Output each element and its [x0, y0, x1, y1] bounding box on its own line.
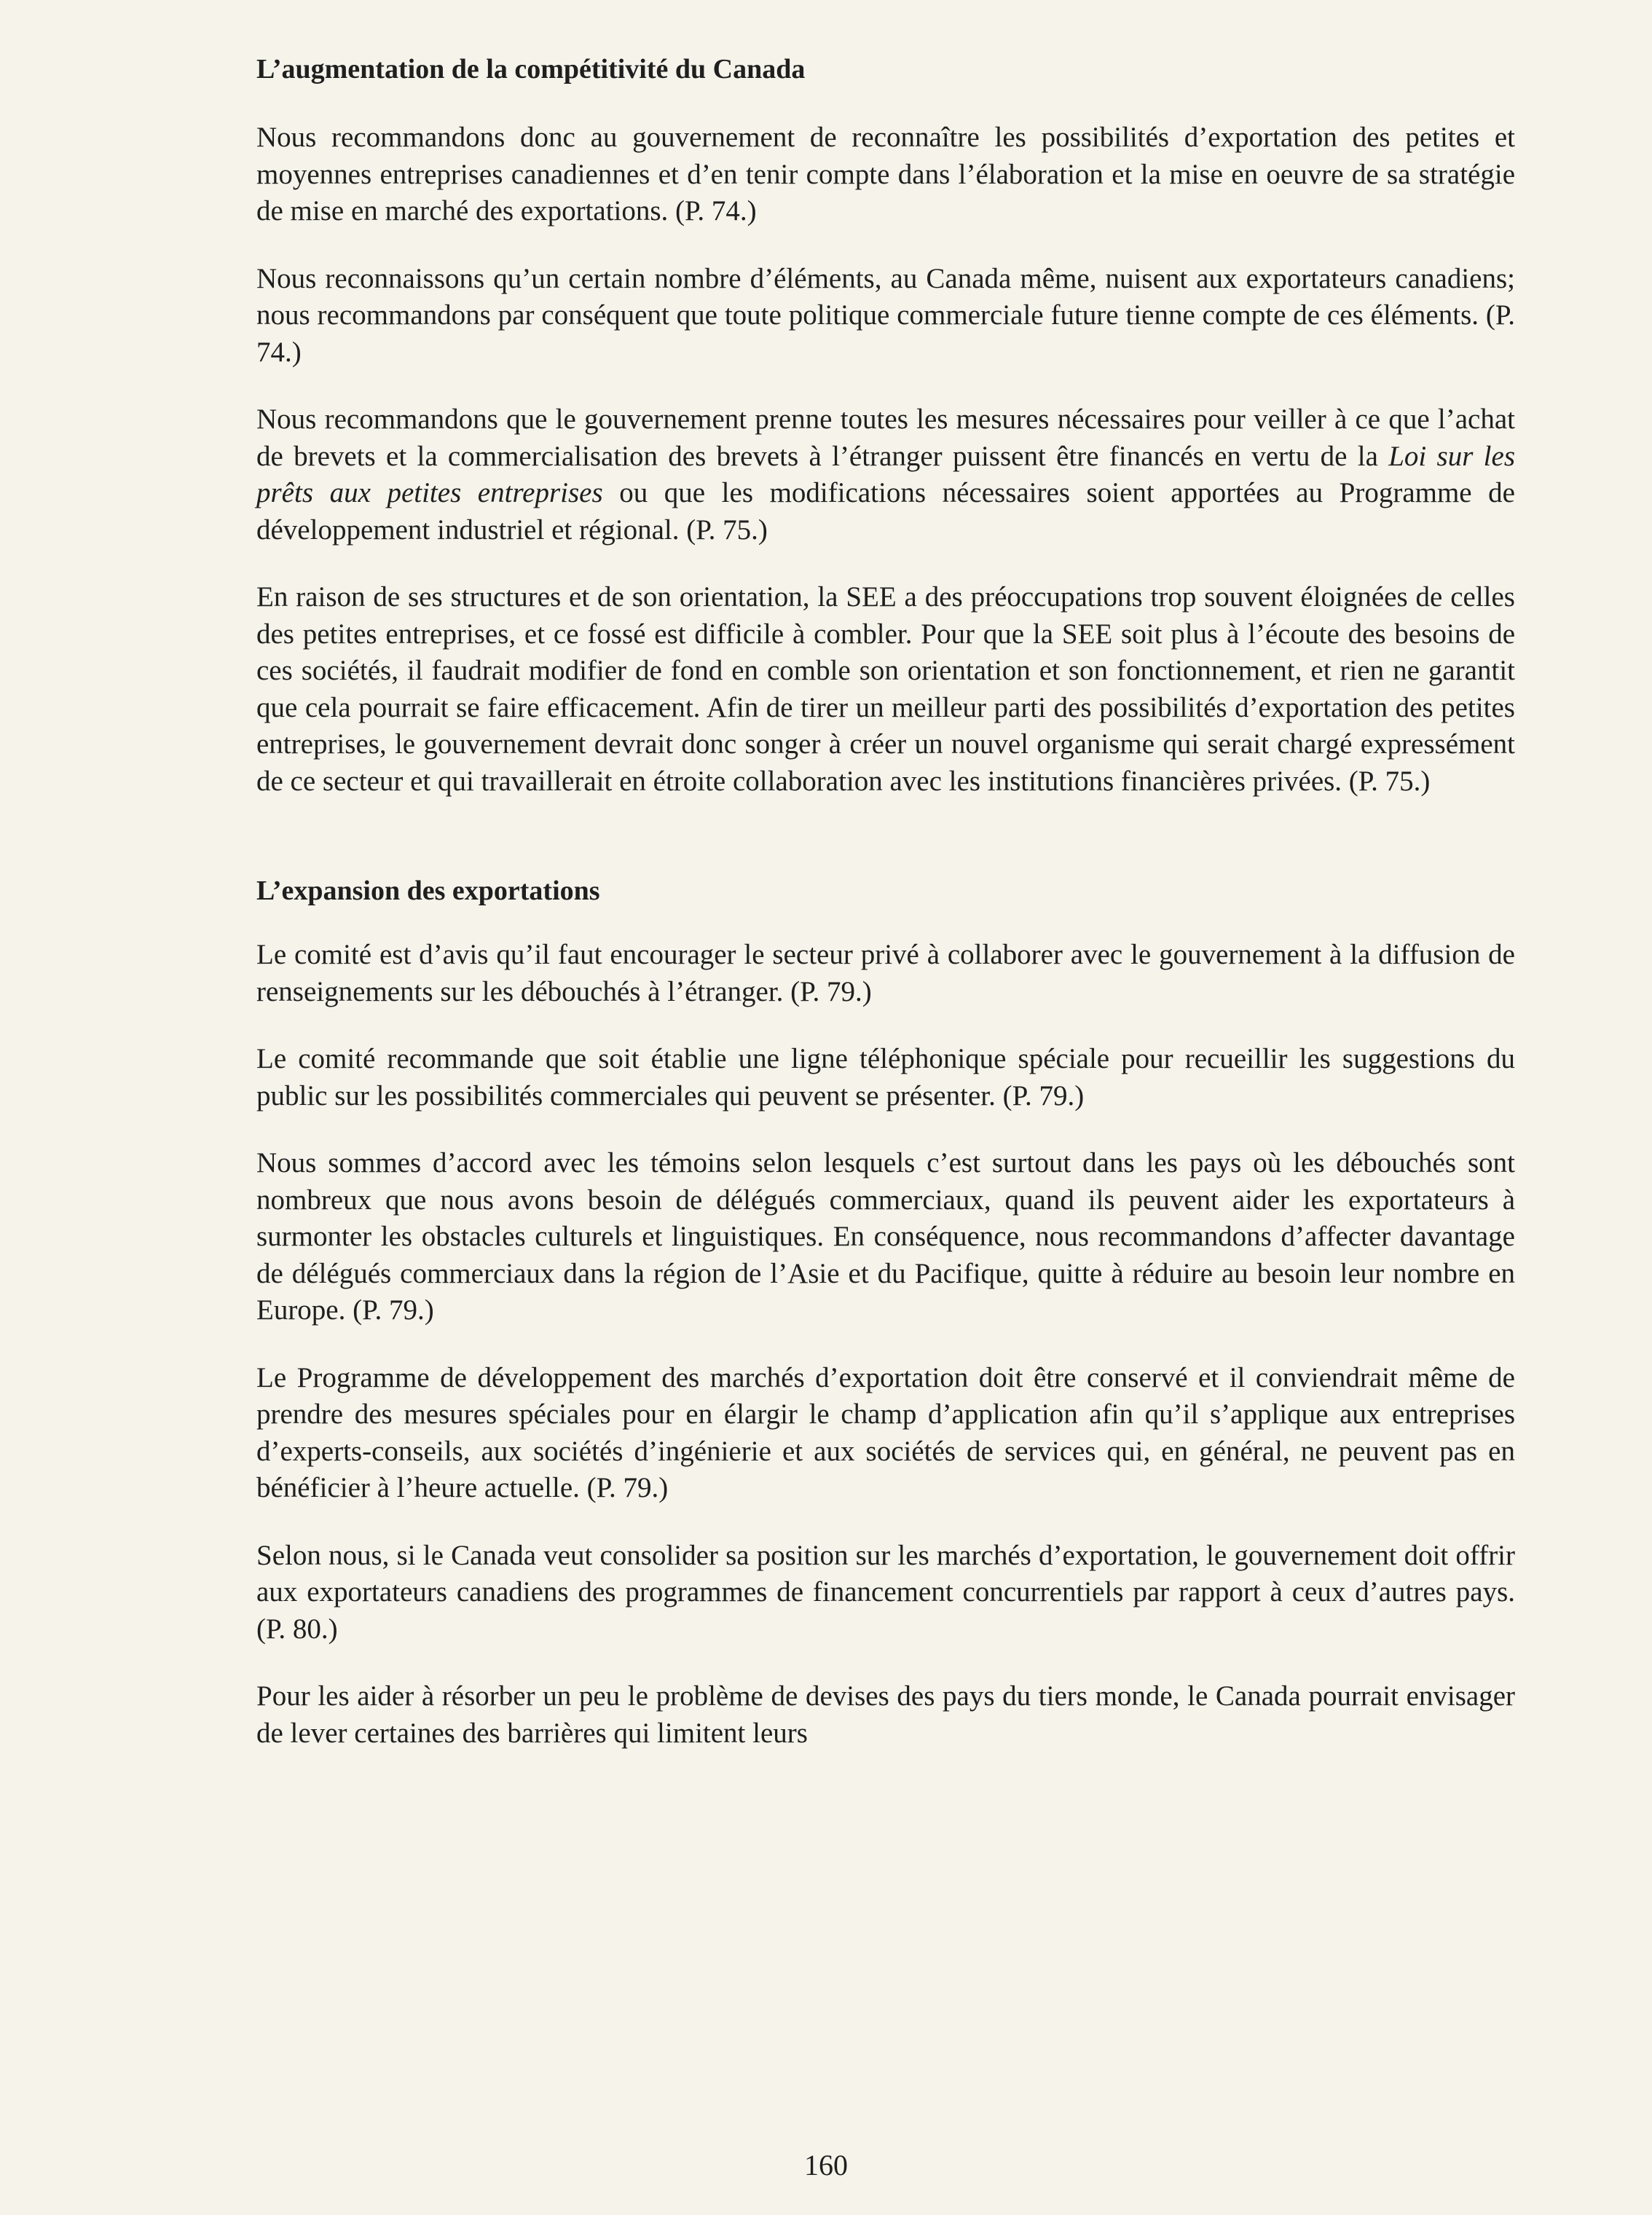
paragraph: Le Programme de développement des marchés d’exportation doit être conservé et il conviendrait même de prendre des mesures spéciales pour en élargir le champ d’application afin qu’il s’applique aux entreprises d’experts-conseils, aux sociétés d’ingénierie et aux sociétés de services qui, en général, ne peuvent pas en bénéficier à l’heure actuelle. (P. 79.) [256, 1361, 1515, 1503]
paragraph-text: a des préoccupations trop souvent éloignées de celles des petites entreprises, et ce fossé est difficile à combler. Pour que la [256, 581, 1515, 650]
section-heading-competitivite: L’augmentation de la compétitivité du Canada [256, 54, 806, 84]
law-title: Loi sur les prêts aux petites entreprises [256, 440, 1516, 508]
paragraph-text: Nous recommandons que le gouvernement prenne toutes les mesures nécessaires pour veiller à ce que l’achat de brevets et la commercialisation des brevets à l’étranger puissent être financés en vertu de la [256, 404, 1515, 472]
paragraph: Nous sommes d’accord avec les témoins selon lesquels c’est surtout dans les pays où les débouchés sont nombreux que nous avons besoin de délégués commerciaux, quand ils peuvent aider les exportateurs à surmonter les obstacles culturels et linguistiques. En conséquence, nous recommandons d’affecter davantage de délégués commerciaux dans la région de l’Asie et du Pacifique, quitte à réduire au besoin leur nombre en Europe. (P. 79.) [256, 1147, 1515, 1326]
paragraph: Pour les aider à résorber un peu le problème de devises des pays du tiers monde, le Canada pourrait envisager de lever certaines des barrières qui limitent leurs [256, 1680, 1515, 1749]
paragraph-text: ou que les modifications nécessaires soient apportées au Programme de développement industriel et régional. (P. 75.) [256, 477, 1515, 546]
paragraph: Le comité est d’avis qu’il faut encourager le secteur privé à collaborer avec le gouvernement à la diffusion de renseignements sur les débouchés à l’étranger. (P. 79.) [256, 939, 1515, 1007]
paragraph: Le comité recommande que soit établie une ligne téléphonique spéciale pour recueillir les suggestions du public sur les possibilités commerciales qui peuvent se présenter. (P. 79.) [256, 1043, 1515, 1112]
paragraph: Selon nous, si le Canada veut consolider sa position sur les marchés d’exportation, le gouvernement doit offrir aux exportateurs canadiens des programmes de financement concurrentiels par rapport à ceux d’autres pays. (P. 80.) [256, 1539, 1515, 1645]
paragraph: Nous reconnaissons qu’un certain nombre d’éléments, au Canada même, nuisent aux exportateurs canadiens; nous recommandons par conséquent que toute politique commerciale future tienne compte de ces éléments. (P. 74.) [256, 262, 1515, 368]
paragraph-text: En raison de ses structures et de son orientation, la [256, 581, 846, 613]
paragraph [256, 579, 1515, 800]
document-page [256, 51, 1515, 1752]
page-number: 160 [804, 2149, 848, 2181]
section-heading-expansion: L’expansion des exportations [256, 876, 600, 906]
acronym: SEE [846, 581, 897, 613]
acronym: SEE [1061, 618, 1113, 650]
paragraph [256, 401, 1515, 548]
paragraph-text: soit plus à l’écoute des besoins de ces sociétés, il faudrait modifier de fond en comble son orientation et son fonctionnement, et rien ne garantit que cela pourrait se faire efficacement. Afin de tirer un meilleur parti des possibilités d’exportation des petites entreprises, le gouvernement devrait donc songer à créer un nouvel organisme qui serait chargé expressément de ce secteur et qui travaillerait en étroite collaboration avec les institutions financières privées. (P. 75.) [256, 618, 1516, 797]
paragraph: Nous recommandons donc au gouvernement de reconnaître les possibilités d’exportation des petites et moyennes entreprises canadiennes et d’en tenir compte dans l’élaboration et la mise en oeuvre de sa stratégie de mise en marché des exportations. (P. 74.) [256, 122, 1515, 227]
